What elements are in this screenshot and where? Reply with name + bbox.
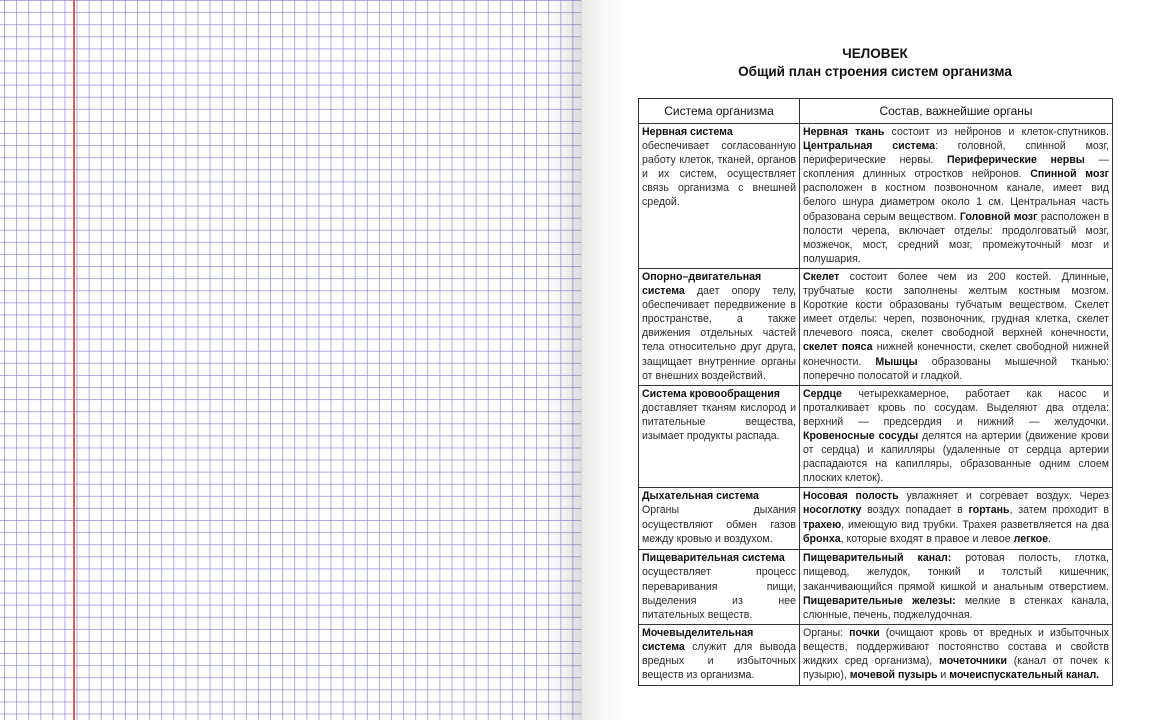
organ-text: (очищают кровь от вредных и избыточных веществ, поддерживают постоянство состава и свойств жидких сред организма), (803, 626, 1109, 667)
organ-text: воздух попадает в (861, 504, 969, 517)
system-description: Органы дыхания осуществляют обмен газов между кровью и воздухом. (642, 504, 796, 545)
organ-text: состоит из нейронов и клеток-спутников. (884, 126, 1109, 138)
organs-cell (800, 124, 1113, 269)
table-row (639, 624, 1113, 685)
organs-cell (800, 268, 1113, 385)
system-cell (639, 268, 800, 385)
organs-cell (800, 488, 1113, 550)
organ-text: , затем проходит в (1009, 504, 1109, 517)
page-title: ЧЕЛОВЕК (842, 46, 908, 61)
organs-cell (800, 550, 1113, 624)
column-header-system: Система организма (639, 99, 800, 124)
table-row (639, 488, 1113, 550)
organ-text: образованы мышечной тканью: поперечно полосатой и гладкой. (803, 355, 1109, 382)
organ-term: мочеточники (939, 655, 1007, 667)
organ-term: Нервная ткань (803, 126, 885, 138)
table-header-row (639, 99, 1113, 124)
organ-term: Головной мозг (959, 210, 1038, 223)
organ-text: , имеющую вид трубки. Трахея разветвляется на два (841, 518, 1109, 531)
organ-text: Органы: (803, 626, 850, 639)
table-row (639, 550, 1113, 624)
system-name: Дыхательная система (642, 490, 759, 503)
system-name: Опорно–двигательная система (642, 270, 762, 298)
organ-text: — скопления длинных отростков нейронов. (803, 154, 1109, 181)
organ-term: носоглотку (803, 504, 862, 517)
body-systems-table (638, 98, 1113, 686)
organ-term: мочеиспускательный канал. (949, 669, 1100, 682)
system-cell (639, 550, 800, 624)
system-name: Система кровообращения (642, 387, 780, 400)
system-name: Нервная система (642, 126, 733, 138)
organ-text: и (937, 669, 950, 682)
organ-text: расположен в полости черепа, включает отделы: продолговатый мозг, мозжечок, мост, средний мозг, промежуточный мозг и полушария. (803, 210, 1110, 265)
margin-line (73, 0, 75, 720)
table-row (639, 124, 1113, 269)
organ-term: Спинной мозг (1030, 168, 1109, 181)
organ-term: Скелет (803, 270, 840, 283)
organ-term: Сердце (803, 387, 842, 400)
organ-term: трахею (803, 518, 842, 531)
organ-term: Пищеварительные железы: (803, 594, 956, 607)
organ-term: почки (849, 626, 880, 639)
organ-text: ротовая полость, глотка, пищевод, желудок, тонкий и толстый кишечник, заканчивающийся прямой кишкой и анальным отверстием. (803, 552, 1109, 593)
graph-paper-page (0, 0, 581, 720)
system-description: доставляет тканям кислород и питательные вещества, изымает продукты распада. (642, 401, 796, 442)
organs-cell (800, 385, 1113, 488)
organ-text: состоит более чем из 200 костей. Длинные, трубчатые кости заполнены желтым костным мозгом. Короткие кости образованы губчатым веществом. Скелет имеет отделы: череп, позвоночник, грудная клетка, скелет плечевого пояса, скелет свободной верхней конечности, (803, 270, 1109, 340)
system-cell (639, 488, 800, 550)
system-name: Пищеварительная система (642, 552, 785, 565)
system-description: осуществляет процесс переваривания пищи, выделения из нее питательных веществ. (642, 566, 796, 621)
organ-text: . (1048, 532, 1051, 545)
system-description: дает опору телу, обеспечивает передвижение в пространстве, а также движения отдельных частей тела относительно друг друга, защищает внутренние органы от внешних воздействий. (642, 285, 796, 382)
organ-text: делятся на артерии (движение крови от сердца) и капилляры (удаленные от сердца артерии распадаются на капилляры, образованные одним слоем плоских клеток). (803, 429, 1109, 485)
organ-term: Периферические нервы (946, 154, 1085, 167)
organs-cell (800, 624, 1113, 685)
organ-term: Носовая полость (803, 490, 899, 503)
page-subtitle: Общий план строения систем организма (738, 64, 1012, 79)
organ-term: Пищеварительный канал: (803, 552, 952, 565)
organ-term: Мышцы (875, 355, 918, 368)
organ-term: гортань (968, 504, 1010, 517)
organ-term: легкое (1013, 532, 1049, 545)
organ-text: увлажняет и согревает воздух. Через (898, 490, 1110, 503)
organ-text: : головной, спинной мозг, периферические нервы. (803, 140, 1110, 167)
organ-term: бронха (803, 532, 841, 545)
organ-term: Центральная система (803, 140, 936, 153)
system-cell (639, 385, 800, 488)
organ-term: скелет пояса (803, 341, 873, 354)
system-cell (639, 624, 800, 685)
organ-term: Кровеносные сосуды (803, 429, 919, 442)
system-description: обеспечивает согласованную работу клеток, тканей, органов и их систем, осуществляет связь организма с внешней средой. (642, 140, 796, 209)
column-header-organs: Состав, важнейшие органы (800, 99, 1113, 124)
organ-term: мочевой пузырь (849, 669, 938, 682)
system-cell (639, 124, 800, 269)
book-spine-shadow (540, 0, 582, 720)
organ-text: нижней конечности, скелет свободной нижней конечности. (803, 341, 1109, 368)
system-description: служит для вывода вредных и избыточных веществ из организма. (642, 640, 796, 682)
organ-text: четырехкамерное, работает как насос и проталкивает кровь по сосудам. Выделяют два отдела: верхний — предсердия и нижний — желудочки. (803, 387, 1109, 428)
table-row (639, 268, 1113, 385)
organ-text: (канал от почек к пузырю), (803, 655, 1109, 682)
organ-text: мелкие в стенках канала, слюнные, печень, поджелудочная. (803, 594, 1109, 621)
table-row (639, 385, 1113, 488)
system-name: Мочевыделительная система (642, 626, 754, 653)
organ-text: расположен в костном позвоночном канале, имеет вид белого шнура диаметром около 1 см. Центральная часть образована серым веществом. (803, 182, 1109, 223)
organ-text: , которые входят в правое и левое (840, 532, 1014, 545)
